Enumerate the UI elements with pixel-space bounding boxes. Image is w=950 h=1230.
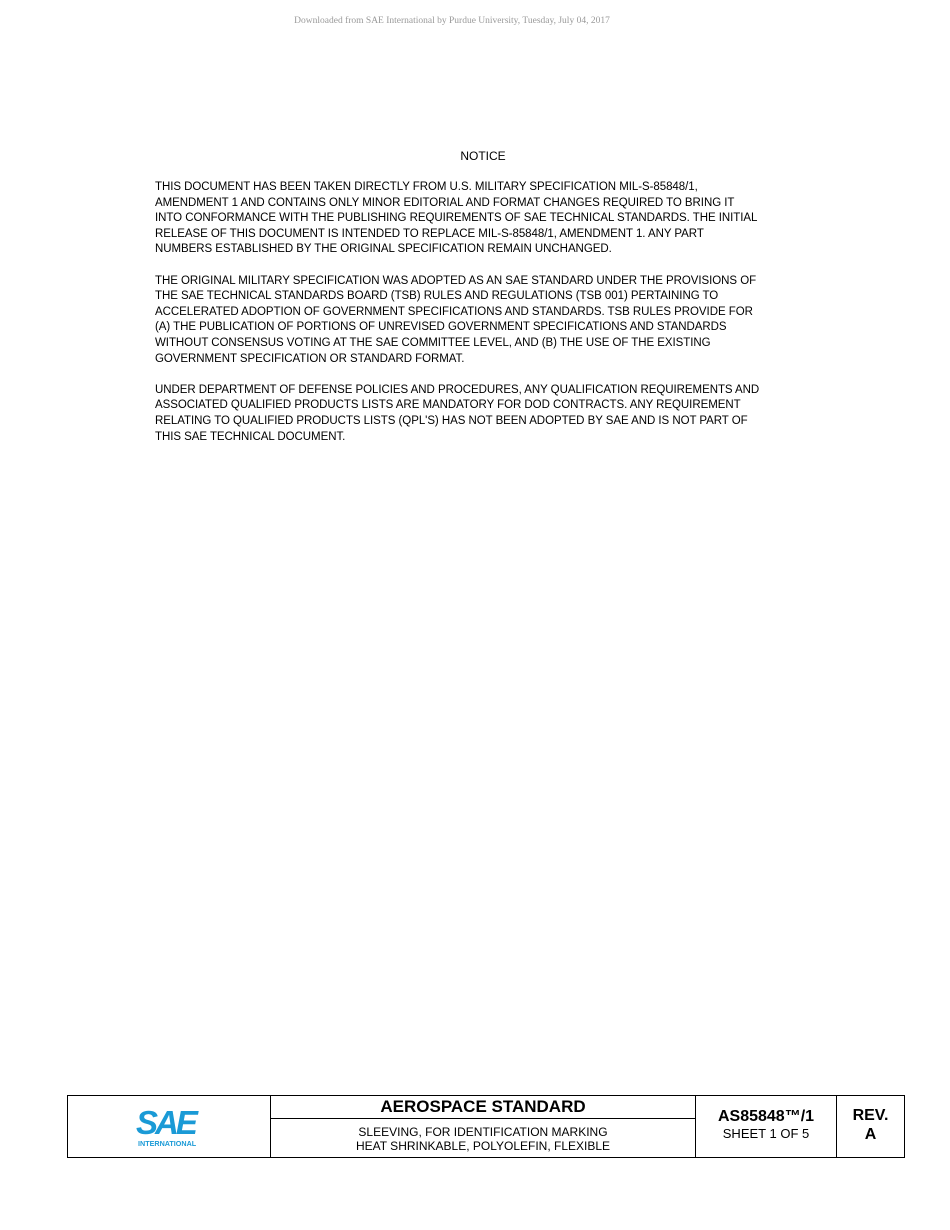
notice-line: (A) THE PUBLICATION OF PORTIONS OF UNREVISED GOVERNMENT SPECIFICATIONS AND STANDARDS	[155, 321, 727, 334]
notice-line: THIS SAE TECHNICAL DOCUMENT.	[155, 430, 346, 443]
title-cell	[271, 1096, 696, 1157]
title-block	[67, 1095, 905, 1158]
subtitle-line-2: HEAT SHRINKABLE, POLYOLEFIN, FLEXIBLE	[355, 1139, 611, 1153]
notice-line: ASSOCIATED QUALIFIED PRODUCTS LISTS ARE MANDATORY FOR DOD CONTRACTS. ANY REQUIREMENT	[155, 399, 741, 412]
notice-paragraph-3	[155, 383, 815, 445]
notice-line: GOVERNMENT SPECIFICATION OR STANDARD FORMAT.	[155, 352, 465, 365]
notice-line: NUMBERS ESTABLISHED BY THE ORIGINAL SPECIFICATION REMAIN UNCHANGED.	[155, 243, 612, 256]
notice-line: ACCELERATED ADOPTION OF GOVERNMENT SPECIFICATIONS AND STANDARDS. TSB RULES PROVIDE FOR	[155, 305, 753, 318]
notice-line: UNDER DEPARTMENT OF DEFENSE POLICIES AND PROCEDURES, ANY QUALIFICATION REQUIREMENTS AND	[155, 383, 760, 396]
download-note: Downloaded from SAE International by Purdue University, Tuesday, July 04, 2017	[294, 16, 610, 26]
revision-label: REV.	[852, 1107, 889, 1124]
document-heading: AEROSPACE STANDARD	[271, 1096, 695, 1119]
revision-value: A	[864, 1126, 877, 1143]
notice-title: NOTICE	[460, 149, 506, 163]
notice-line: RELATING TO QUALIFIED PRODUCTS LISTS (QPL'S) HAS NOT BEEN ADOPTED BY SAE AND IS NOT PART OF	[155, 414, 748, 427]
svg-text:SAE: SAE	[136, 1104, 195, 1141]
doc-number-cell	[696, 1096, 837, 1157]
document-number: AS85848™/1	[717, 1108, 815, 1125]
sheet-number: SHEET 1 OF 5	[722, 1126, 810, 1141]
notice-body	[155, 180, 815, 461]
notice-line: THIS DOCUMENT HAS BEEN TAKEN DIRECTLY FROM U.S. MILITARY SPECIFICATION MIL-S-85848/1,	[155, 181, 698, 193]
notice-line: THE SAE TECHNICAL STANDARDS BOARD (TSB) RULES AND REGULATIONS (TSB 001) PERTAINING TO	[155, 290, 719, 303]
notice-line: THE ORIGINAL MILITARY SPECIFICATION WAS ADOPTED AS AN SAE STANDARD UNDER THE PROVISIONS OF	[155, 274, 757, 287]
logo-cell	[68, 1096, 271, 1157]
document-subtitle	[271, 1119, 695, 1157]
notice-line: WITHOUT CONSENSUS VOTING AT THE SAE COMMITTEE LEVEL, AND (B) THE USE OF THE EXISTING	[155, 336, 711, 349]
notice-line: INTO CONFORMANCE WITH THE PUBLISHING REQUIREMENTS OF SAE TECHNICAL STANDARDS. THE INITIAL	[155, 212, 758, 225]
notice-paragraph-1	[155, 180, 815, 258]
notice-line: RELEASE OF THIS DOCUMENT IS INTENDED TO REPLACE MIL-S-85848/1, AMENDMENT 1. ANY PART	[155, 227, 704, 240]
subtitle-line-1: SLEEVING, FOR IDENTIFICATION MARKING	[358, 1125, 608, 1139]
sae-international-logo-icon	[136, 1104, 204, 1150]
revision-cell	[837, 1096, 904, 1157]
notice-paragraph-2	[155, 274, 815, 368]
svg-text:INTERNATIONAL: INTERNATIONAL	[138, 1139, 197, 1148]
notice-line: AMENDMENT 1 AND CONTAINS ONLY MINOR EDITORIAL AND FORMAT CHANGES REQUIRED TO BRING IT	[155, 196, 735, 209]
